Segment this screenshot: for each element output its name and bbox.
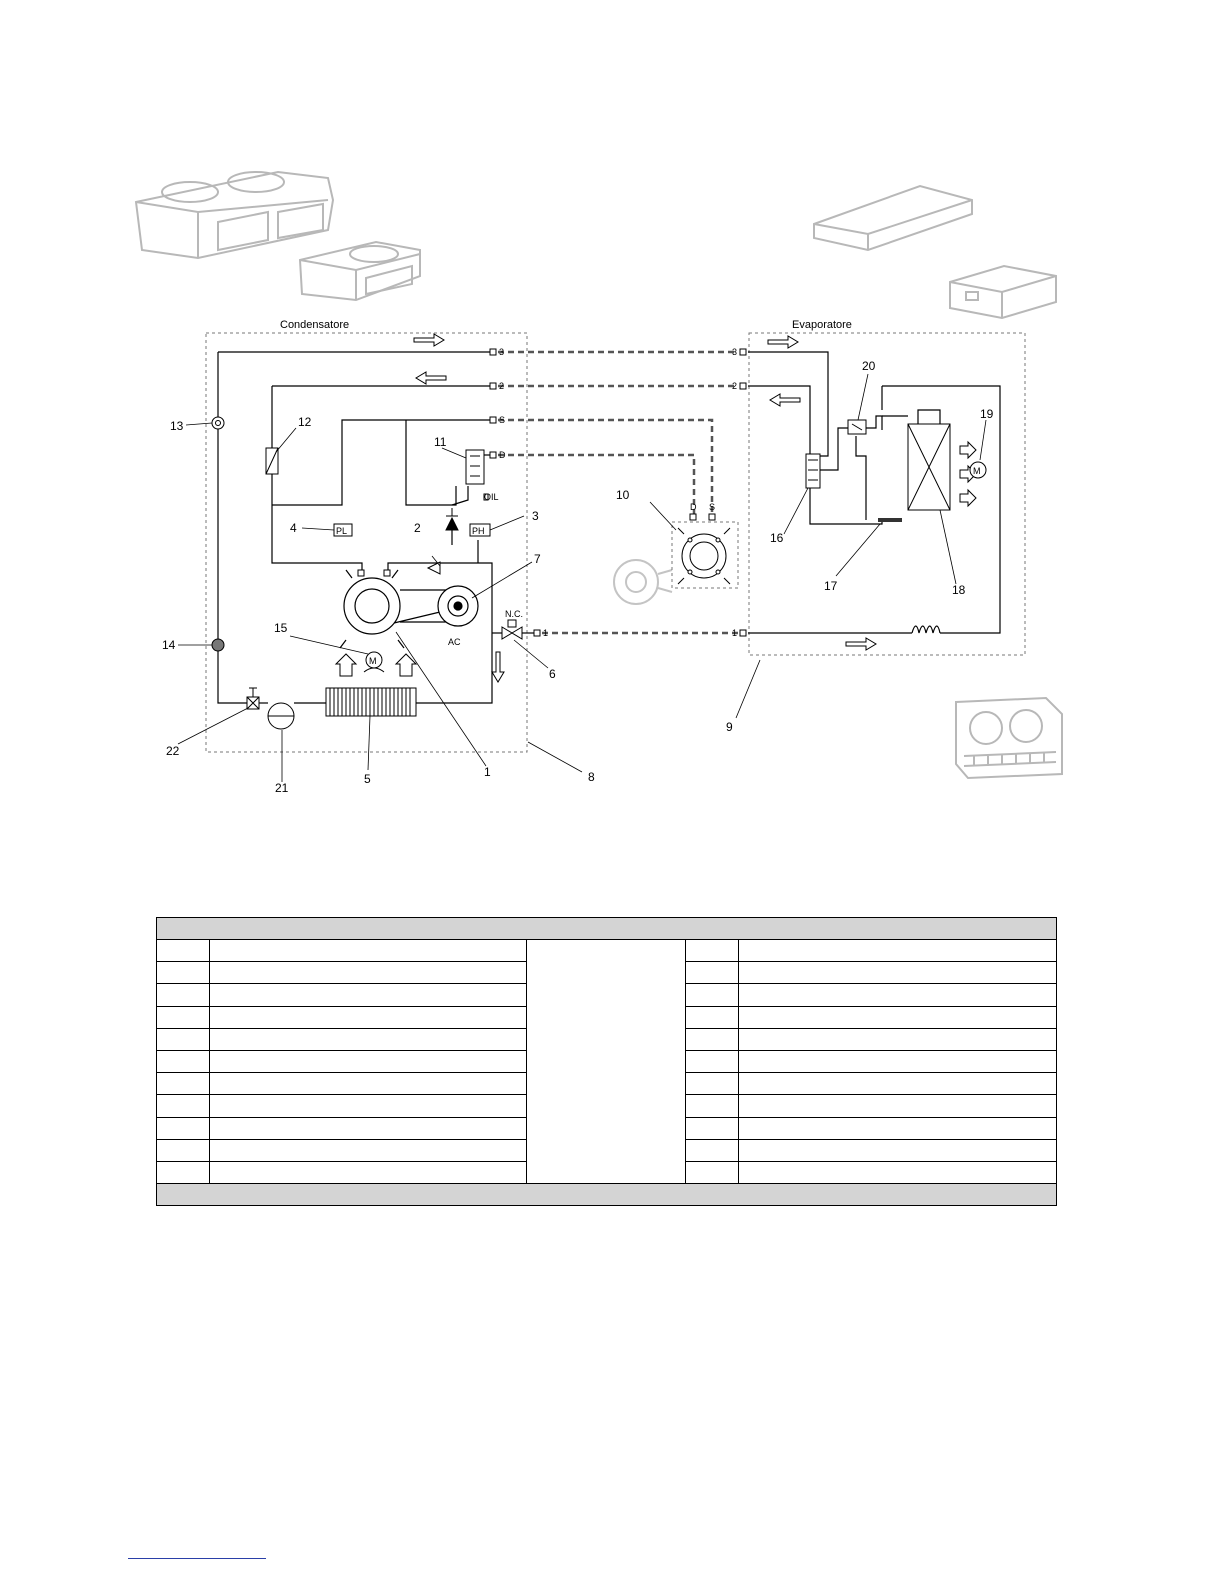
callout-17: 17: [824, 579, 838, 593]
callout-7: 7: [534, 552, 541, 566]
evaporator-boundary: [749, 333, 1025, 655]
port-label-cd: D: [499, 450, 506, 460]
remote-compressor: [672, 522, 738, 588]
airflow-arrow-evap-1: [960, 442, 976, 458]
filter-drier: [212, 639, 224, 651]
callout-4: 4: [290, 521, 297, 535]
callout-11: 11: [434, 435, 447, 449]
port-label-cs: S: [499, 415, 506, 425]
drain-17: [878, 518, 902, 522]
port-label-e3: 3: [732, 347, 738, 357]
flow-arrow-condenser-down: [492, 652, 504, 682]
footer-rule: [128, 1558, 266, 1559]
nc-solenoid-valve: [502, 620, 522, 639]
motor-m-evaporator: M: [973, 466, 981, 476]
callout-12: 12: [298, 415, 312, 429]
pl-mark: PL: [336, 526, 348, 536]
callout-22: 22: [166, 744, 180, 758]
callout-1: 1: [484, 765, 491, 779]
oil-mark: OIL: [484, 492, 499, 502]
table-row: [157, 940, 1057, 962]
remote-compressor-d: D: [690, 502, 697, 512]
callout-15: 15: [274, 621, 288, 635]
port-label-e2: 2: [732, 381, 738, 391]
check-valves: [428, 508, 458, 574]
flow-arrow-condenser-return: [416, 372, 446, 384]
port-label-c1: 1: [543, 628, 549, 638]
clutch-ac-mark: AC: [448, 637, 461, 647]
motor-m-condenser: M: [369, 656, 377, 666]
hose-suction: [498, 420, 712, 514]
evaporator-title: Evaporatore: [792, 319, 852, 331]
legend-table: [156, 917, 1057, 1206]
flow-arrow-evap-top: [768, 336, 798, 348]
condenser-title: Condensatore: [280, 319, 350, 331]
nc-mark: N.C.: [505, 609, 523, 619]
callout-6: 6: [549, 667, 556, 681]
ph-mark: PH: [472, 526, 485, 536]
flow-arrow-evap-return: [770, 394, 800, 406]
flow-arrow-evap-bottom: [846, 638, 876, 650]
port-label-e1: 1: [732, 628, 738, 638]
heat-exchanger-16: [806, 454, 820, 488]
sight-glass: [212, 417, 224, 429]
oil-separator: [466, 450, 484, 484]
port-label-c2: 2: [499, 381, 505, 391]
table-merged-center: [527, 940, 686, 1184]
flow-arrow-condenser-top: [414, 334, 444, 346]
callout-21: 21: [275, 781, 289, 795]
table-header-band: [157, 918, 1057, 940]
callout-20: 20: [862, 359, 876, 373]
callout-5: 5: [364, 772, 371, 786]
callout-18: 18: [952, 583, 966, 597]
callout-8: 8: [588, 770, 595, 784]
callout-9: 9: [726, 720, 733, 734]
airflow-arrow-evap-3: [960, 490, 976, 506]
airflow-arrow-left: [336, 654, 356, 676]
callout-13: 13: [170, 419, 184, 433]
callout-2: 2: [414, 521, 421, 535]
callout-3: 3: [532, 509, 539, 523]
remote-compressor-s: S: [709, 502, 716, 512]
condenser-coil: [326, 688, 416, 716]
callout-19: 19: [980, 407, 994, 421]
callout-14: 14: [162, 638, 176, 652]
port-label-c3: 3: [499, 347, 505, 357]
callout-10: 10: [616, 488, 630, 502]
callout-16: 16: [770, 531, 784, 545]
table-footer-band: [157, 1184, 1057, 1206]
